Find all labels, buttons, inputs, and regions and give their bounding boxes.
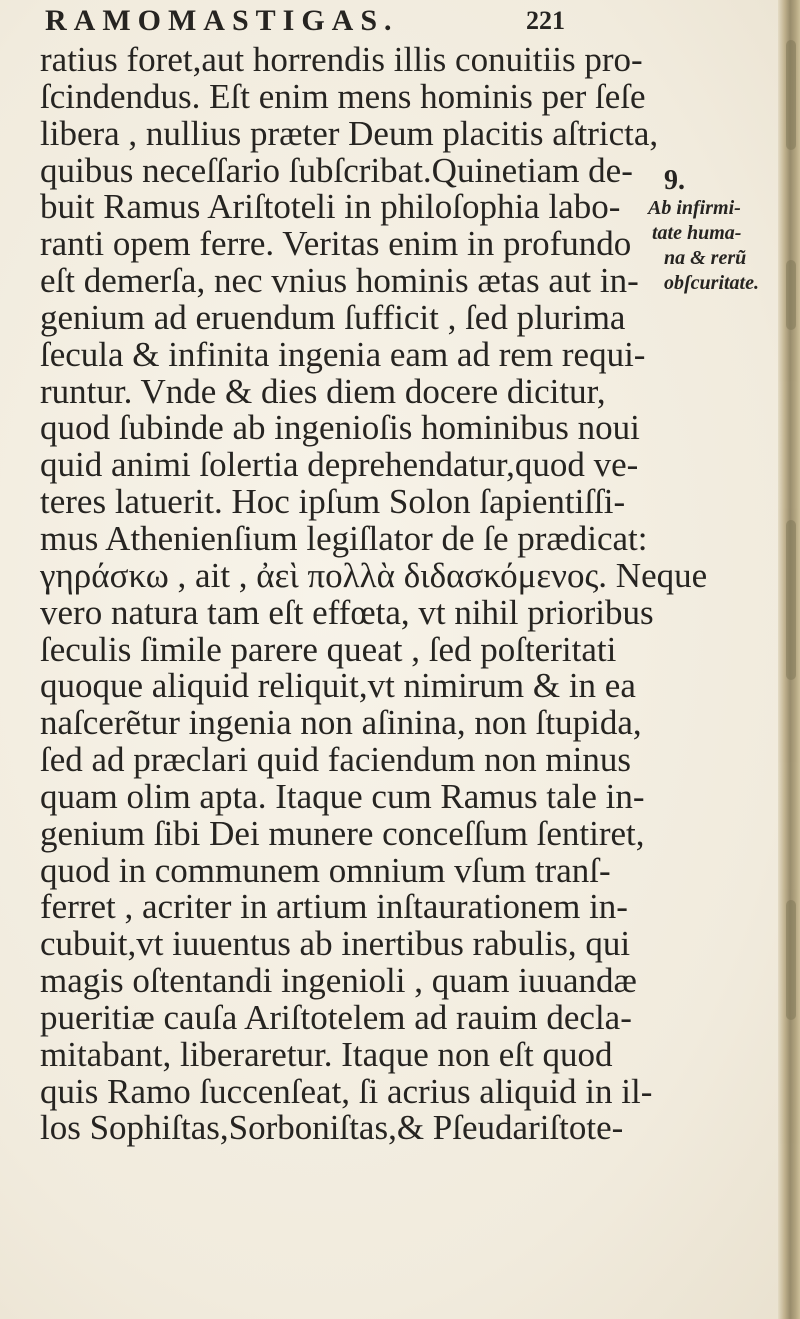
edge-stain	[786, 40, 796, 150]
marginal-note	[648, 196, 788, 296]
marginal-section-number: 9.	[664, 165, 685, 196]
text-line: ſed ad præclari quid faciendum non minus	[40, 740, 631, 780]
running-title: RAMOMASTIGAS.	[45, 4, 399, 37]
text-line: teres latuerit. Hoc ipſum Solon ſapientiſſi-	[40, 482, 626, 522]
text-line: quoque aliquid reliquit,vt nimirum & in ea	[40, 666, 636, 706]
text-line: quis Ramo ſuccenſeat, ſi acrius aliquid in il-	[40, 1071, 653, 1111]
text-line: quod in communem omnium vſum tranſ-	[40, 850, 611, 890]
text-line: magis oſtentandi ingenioli , quam iuuandæ	[40, 961, 637, 1001]
marginal-note-line: obſcuritate.	[664, 272, 759, 294]
text-line: ſcindendus. Eſt enim mens hominis per ſeſe	[40, 76, 646, 116]
marginal-note-line: tate huma-	[652, 222, 742, 244]
text-line: mitabant, liberaretur. Itaque non eſt quod	[40, 1034, 613, 1074]
text-line: quod ſubinde ab ingenioſis hominibus noui	[40, 408, 640, 448]
marginal-note-line: na & rerũ	[664, 247, 747, 269]
text-line: genium ſibi Dei munere conceſſum ſentiret,	[40, 813, 645, 853]
text-line: los Sophiſtas,Sorboniſtas,& Pſeudariſtote-	[40, 1108, 624, 1148]
text-line: quibus neceſſario ſubſcribat.Quinetiam de-	[40, 150, 633, 190]
text-line: quam olim apta. Itaque cum Ramus tale in-	[40, 776, 645, 816]
text-line: quid animi ſolertia deprehendatur,quod ve-	[40, 445, 639, 485]
text-line: ferret , acriter in artium inſtaurationem in-	[40, 887, 628, 927]
text-line: ranti opem ferre. Veritas enim in profundo	[40, 224, 632, 264]
edge-stain	[786, 520, 796, 680]
text-line: runtur. Vnde & dies diem docere dicitur,	[40, 371, 606, 411]
text-line: genium ad eruendum ſufficit , ſed plurima	[40, 297, 626, 337]
text-line: ſeculis ſimile parere queat , ſed poſteritati	[40, 629, 617, 669]
page-header	[45, 4, 565, 40]
text-line: cubuit,vt iuuentus ab inertibus rabulis, qui	[40, 924, 631, 964]
marginal-note-line: Ab infirmi-	[648, 197, 741, 219]
text-line: pueritiæ cauſa Ariſtotelem ad rauim decla-	[40, 997, 632, 1037]
text-line: libera , nullius præter Deum placitis aſtricta,	[40, 113, 659, 153]
edge-stain	[786, 900, 796, 1020]
text-line: eſt demerſa, nec vnius hominis ætas aut in-	[40, 261, 639, 301]
text-line: ſecula & infinita ingenia eam ad rem requi-	[40, 334, 646, 374]
text-line: naſcerẽtur ingenia non aſinina, non ſtupida,	[40, 703, 642, 743]
text-line: mus Athenienſium legiſlator de ſe prædicat:	[40, 518, 648, 558]
text-line: vero natura tam eſt effœta, vt nihil prioribus	[40, 592, 654, 632]
text-line-greek-quote: γηράσκω , ait , ἀεὶ πολλὰ διδασκόμενος. Neque	[40, 555, 708, 595]
page-number: 221	[526, 6, 565, 35]
text-line: ratius foret,aut horrendis illis conuitiis pro-	[40, 40, 643, 79]
text-line: buit Ramus Ariſtoteli in philoſophia labo-	[40, 187, 621, 227]
